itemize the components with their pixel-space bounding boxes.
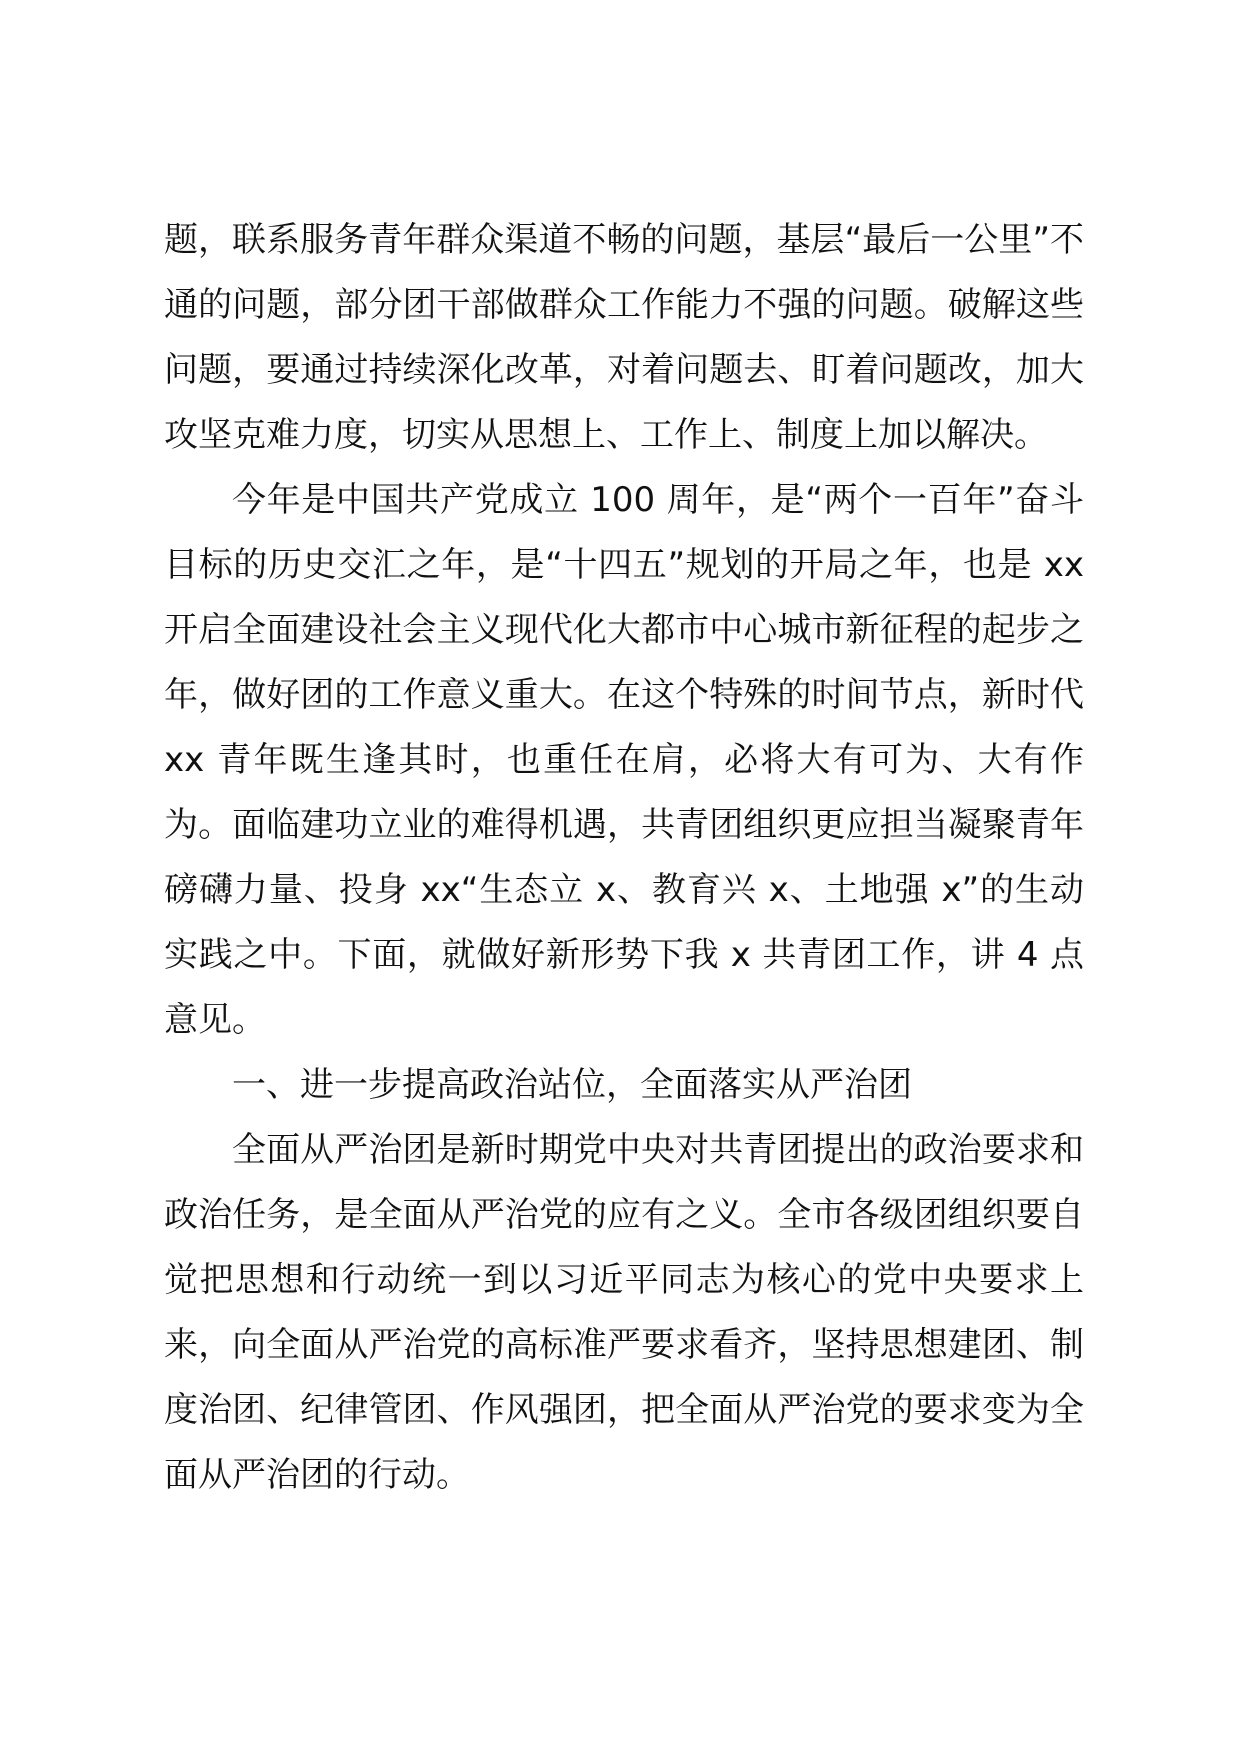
paragraph-centenary: 今年是中国共产党成立 100 周年，是“两个一百年”奋斗目标的历史交汇之年，是“十四五”规划的开局之年，也是 xx 开启全面建设社会主义现代化大都市中心城市新征程的起步之年，做好团的工作意义重大。在这个特殊的时间节点，新时代 xx 青年既生逢其时，也重任在肩，必将大有可为、大有作为。面临建功立业的难得机遇，共青团组织更应担当凝聚青年磅礴力量、投身 xx“生态立 x、教育兴 x、土地强 x”的生动实践之中。下面，就做好新形势下我 x 共青团工作，讲 4 点意见。 xyxy=(164,480,1084,1040)
document-body xyxy=(164,208,1084,1508)
section-heading-1: 一、进一步提高政治站位，全面落实从严治团 xyxy=(232,1065,912,1105)
paragraph-strict-governance: 全面从严治团是新时期党中央对共青团提出的政治要求和政治任务，是全面从严治党的应有之义。全市各级团组织要自觉把思想和行动统一到以习近平同志为核心的党中央要求上来，向全面从严治党的高标准严要求看齐，坚持思想建团、制度治团、纪律管团、作风强团，把全面从严治党的要求变为全面从严治团的行动。 xyxy=(164,1130,1084,1495)
paragraph-continuation: 题，联系服务青年群众渠道不畅的问题，基层“最后一公里”不通的问题，部分团干部做群众工作能力不强的问题。破解这些问题，要通过持续深化改革，对着问题去、盯着问题改，加大攻坚克难力度，切实从思想上、工作上、制度上加以解决。 xyxy=(164,220,1084,455)
